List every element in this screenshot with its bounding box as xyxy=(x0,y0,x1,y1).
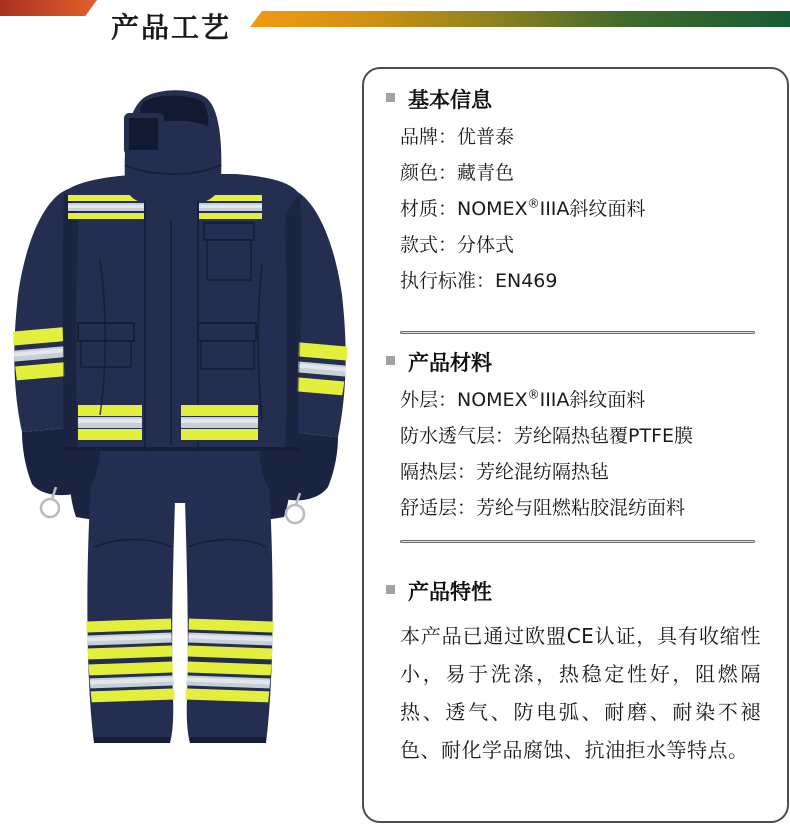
section-materials xyxy=(400,348,761,526)
product-photo-firefighter-suit xyxy=(0,85,360,750)
spec-row-material: 材质：NOMEX®IIIA斜纹面料 xyxy=(400,196,646,220)
section-divider xyxy=(400,331,755,334)
product-info-panel xyxy=(362,67,789,823)
page-title: 产品工艺 xyxy=(111,11,232,44)
section-title-basic-info: 基本信息 xyxy=(386,85,761,115)
spec-row-standard: 执行标准：EN469 xyxy=(400,270,558,292)
basic-info-rows xyxy=(400,119,761,299)
materials-rows xyxy=(400,382,761,526)
feature-paragraph: 本产品已通过欧盟CE认证，具有收缩性小，易于洗涤，热稳定性好，阻燃隔热、透气、防电弧、耐磨、耐染不褪色、耐化学品腐蚀、抗油拒水等特点。 xyxy=(400,624,761,762)
chest-pocket xyxy=(204,223,254,280)
section-divider xyxy=(400,540,755,543)
spec-row-waterproof-layer: 防水透气层：芳纶隔热毡覆PTFE膜 xyxy=(400,425,693,447)
pants xyxy=(69,441,291,743)
spec-row-brand: 品牌：优普泰 xyxy=(400,126,515,148)
section-features xyxy=(400,577,761,769)
header-accent-bar-left xyxy=(0,0,97,16)
spec-row-color: 颜色：藏青色 xyxy=(400,162,515,184)
spec-row-comfort-layer: 舒适层：芳纶与阻燃粘胶混纺面料 xyxy=(400,497,686,519)
spec-row-outer-layer: 外层：NOMEX®IIIA斜纹面料 xyxy=(400,387,646,411)
header-accent-bar-right xyxy=(250,11,790,27)
section-title-features: 产品特性 xyxy=(386,577,761,607)
collar xyxy=(124,90,221,201)
spec-row-style: 款式：分体式 xyxy=(400,234,515,256)
collar-velcro-patch xyxy=(129,118,158,150)
section-title-materials: 产品材料 xyxy=(386,348,761,378)
spec-row-insulation-layer: 隔热层：芳纶混纺隔热毡 xyxy=(400,461,610,483)
section-basic-info xyxy=(400,85,761,299)
